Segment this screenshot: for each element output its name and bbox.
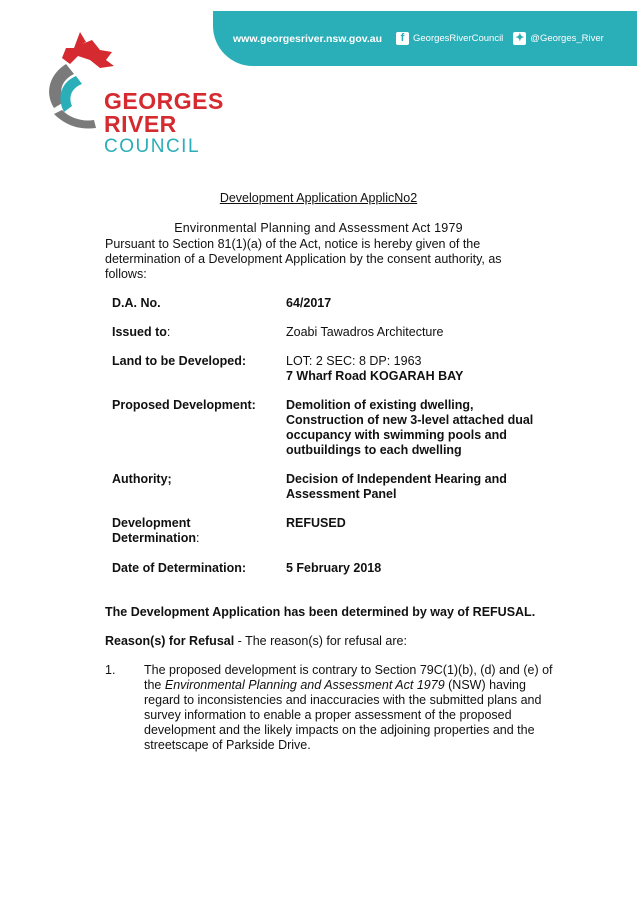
determined-statement: The Development Application has been determined by way of REFUSAL. bbox=[105, 605, 536, 619]
twitter-label: @Georges_River bbox=[530, 33, 604, 44]
da-value: 64/2017 bbox=[286, 296, 332, 310]
reason-text: The proposed development is contrary to Section 79C(1)(b), (d) and (e) of the Environmental Planning and Assessment Act 1979 (NSW) having regard to inconsistencies and inaccuracies with the submitted plans and survey information to enable a proper assessment of the proposed development and the likely impacts on the adjoining properties and the streetscape of Parkside Drive. bbox=[144, 663, 553, 752]
logo-wordmark bbox=[104, 90, 224, 156]
act-title: Environmental Planning and Assessment Act 1979 bbox=[174, 221, 463, 235]
issued-label: Issued to: bbox=[112, 325, 171, 339]
date-value: 5 February 2018 bbox=[286, 561, 382, 575]
determination-label: Development Determination: bbox=[112, 516, 200, 545]
council-logo bbox=[40, 30, 230, 155]
logo-line-council: COUNCIL bbox=[104, 136, 201, 157]
date-label: Date of Determination: bbox=[112, 561, 247, 575]
website-link[interactable]: www.georgesriver.nsw.gov.au bbox=[233, 32, 382, 45]
issued-value: Zoabi Tawadros Architecture bbox=[286, 325, 444, 339]
authority-label: Authority; bbox=[112, 472, 172, 486]
reasons-intro: - The reason(s) for refusal are: bbox=[234, 634, 407, 648]
facebook-icon: f bbox=[396, 32, 409, 45]
header-banner bbox=[213, 11, 637, 66]
intro-paragraph: Pursuant to Section 81(1)(a) of the Act, notice is hereby given of the determination of a Development Application by the consent authority, as follows: bbox=[105, 237, 502, 281]
determination-value: REFUSED bbox=[286, 516, 346, 530]
da-label: D.A. No. bbox=[112, 296, 161, 310]
land-label: Land to be Developed: bbox=[112, 354, 247, 368]
logo-line-river: RIVER bbox=[104, 111, 177, 137]
twitter-link[interactable] bbox=[513, 32, 604, 45]
reasons-heading: Reason(s) for Refusal bbox=[105, 634, 235, 648]
twitter-icon: ✦ bbox=[515, 32, 525, 44]
proposed-value: Demolition of existing dwelling, Construction of new 3-level attached dual occupancy with swimming pools and outbuildings to each dwelling bbox=[286, 398, 534, 457]
document-title: Development Application ApplicNo2 bbox=[219, 191, 418, 205]
facebook-link[interactable] bbox=[396, 32, 503, 45]
proposed-label: Proposed Development: bbox=[112, 398, 256, 412]
authority-value: Decision of Independent Hearing and Assessment Panel bbox=[286, 472, 507, 501]
reason-number: 1. bbox=[105, 663, 116, 677]
logo-line-georges: GEORGES bbox=[104, 88, 224, 114]
facebook-label: GeorgesRiverCouncil bbox=[413, 33, 504, 44]
land-value: LOT: 2 SEC: 8 DP: 1963 7 Wharf Road KOGARAH BAY bbox=[286, 354, 464, 383]
reasons-heading-line bbox=[105, 634, 565, 649]
